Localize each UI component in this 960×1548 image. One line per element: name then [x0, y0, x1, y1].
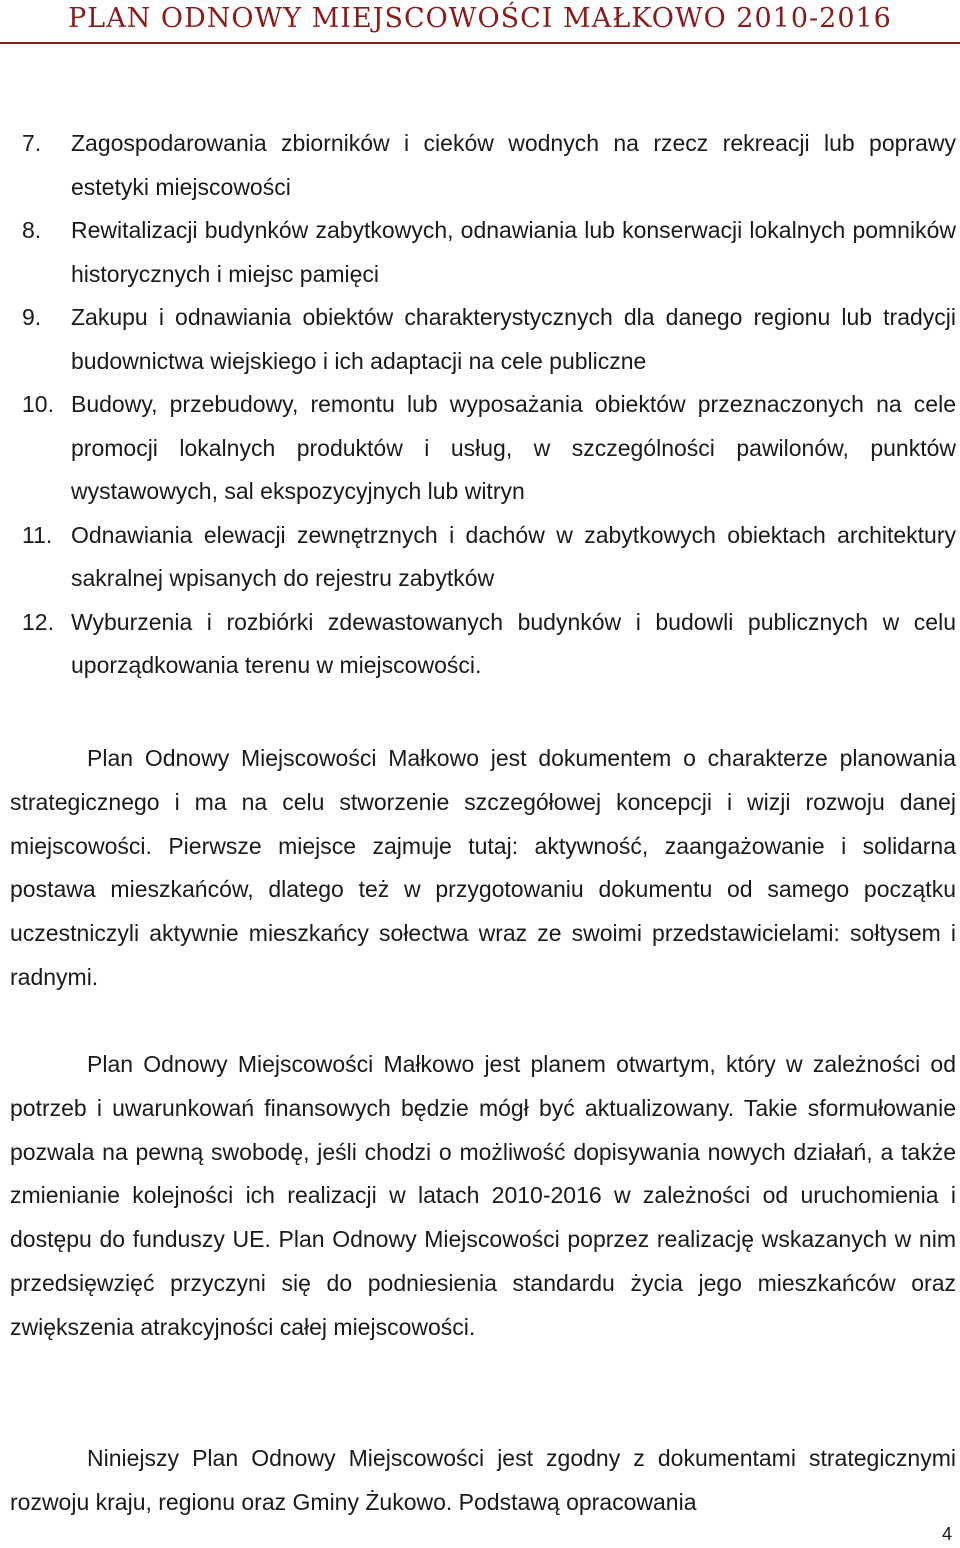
body-paragraph: Plan Odnowy Miejscowości Małkowo jest planem otwartym, który w zależności od potrzeb i uwarunkowań finansowych będzie mógł być aktualizowany. Takie sformułowanie pozwala na pewną swobodę, jeśli chodzi o możliwość dopisywania nowych działań, a także zmienianie kolejności ich realizacji w latach 2010-2016 w zależności od uruchomienia i dostępu do funduszy UE. Plan Odnowy Miejscowości poprzez realizację wskazanych w nim przedsięwzięć przyczyni się do podniesienia standardu życia jego mieszkańców oraz zwiększenia atrakcyjności całej miejscowości. [10, 1051, 956, 1340]
list-item [22, 209, 956, 296]
list-item-text: Rewitalizacji budynków zabytkowych, odnawiania lub konserwacji lokalnych pomników historycznych i miejsc pamięci [71, 217, 956, 287]
numbered-list [22, 122, 956, 688]
list-item-number: 7. [22, 130, 42, 156]
list-item-text: Budowy, przebudowy, remontu lub wyposażania obiektów przeznaczonych na cele promocji lokalnych produktów i usług, w szczególności pawilonów, punktów wystawowych, sal ekspozycyjnych lub witryn [71, 391, 956, 504]
page-number: 4 [941, 1524, 952, 1544]
list-item-text: Zakupu i odnawiania obiektów charakterystycznych dla danego regionu lub tradycji budownictwa wiejskiego i ich adaptacji na cele publiczne [71, 304, 956, 374]
list-item [22, 601, 956, 688]
list-item [22, 514, 956, 601]
list-item-text: Wyburzenia i rozbiórki zdewastowanych budynków i budowli publicznych w celu uporządkowania terenu w miejscowości. [71, 608, 956, 678]
body-paragraph: Plan Odnowy Miejscowości Małkowo jest dokumentem o charakterze planowania strategicznego i ma na celu stworzenie szczegółowej koncepcji i wizji rozwoju danej miejscowości. Pierwsze miejsce zajmuje tutaj: aktywność, zaangażowanie i solidarna postawa mieszkańców, dlatego też w przygotowaniu dokumentu od samego początku uczestniczyli aktywnie mieszkańcy sołectwa wraz ze swoimi przedstawicielami: sołtysem i radnymi. [10, 745, 956, 990]
document-title: PLAN ODNOWY MIEJSCOWOŚCI MAŁKOWO 2010-2016 [68, 3, 892, 34]
list-item-number: 9. [22, 304, 42, 330]
list-item [22, 383, 956, 514]
list-item-number: 11. [22, 521, 53, 548]
list-item-number: 12. [22, 608, 54, 635]
body-paragraph: Niniejszy Plan Odnowy Miejscowości jest zgodny z dokumentami strategicznymi rozwoju kraju, regionu oraz Gminy Żukowo. Podstawą opracowania [10, 1445, 956, 1515]
list-item-number: 8. [22, 217, 42, 243]
list-item [22, 296, 956, 383]
list-item [22, 122, 956, 209]
list-item-text: Odnawiania elewacji zewnętrznych i dachów w zabytkowych obiektach architektury sakralnej wpisanych do rejestru zabytków [71, 521, 956, 591]
page-header [0, 0, 960, 44]
list-item-text: Zagospodarowania zbiorników i cieków wodnych na rzecz rekreacji lub poprawy estetyki miejscowości [71, 130, 956, 200]
list-item-number: 10. [22, 391, 54, 417]
